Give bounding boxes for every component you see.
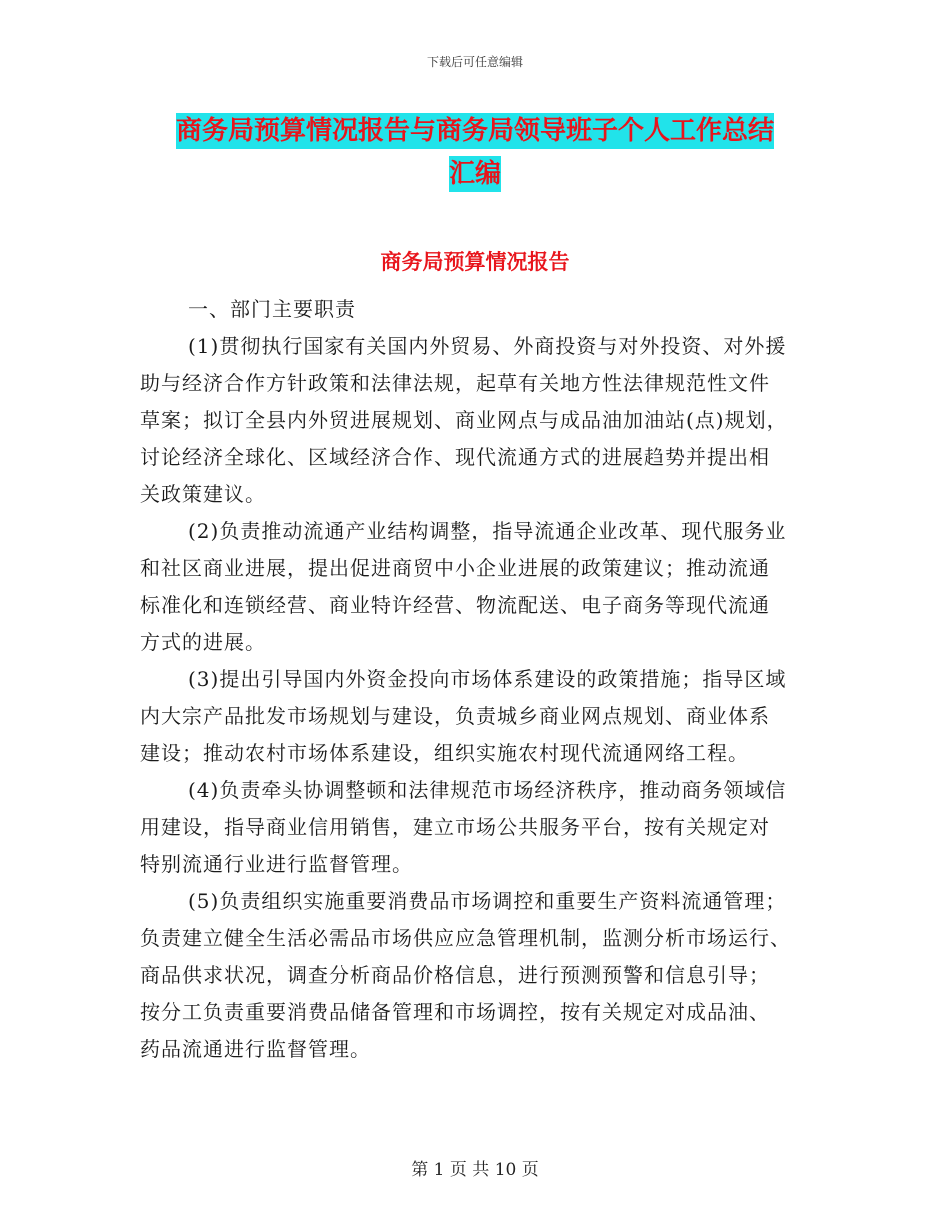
page-footer: 第 1 页 共 10 页 [411, 1160, 539, 1180]
paragraph-line: 药品流通进行监督管理。 [140, 1037, 371, 1061]
paragraph-line: 负责建立健全生活必需品市场供应应急管理机制，监测分析市场运行、 [140, 926, 791, 950]
paragraph-line: 草案；拟订全县内外贸进展规划、商业网点与成品油加油站(点)规划， [140, 408, 788, 432]
paragraph-4 [140, 772, 810, 883]
document-title-line-2: 汇编 [140, 151, 810, 198]
paragraph-line: (5)负责组织实施重要消费品市场调控和重要生产资料流通管理； [188, 889, 787, 913]
paragraph-line: 建设；推动农村市场体系建设，组织实施农村现代流通网络工程。 [140, 741, 749, 765]
paragraph-line: 内大宗产品批发市场规划与建设，负责城乡商业网点规划、商业体系 [140, 704, 770, 728]
heading-responsibilities: 一、部门主要职责 [188, 297, 356, 321]
paragraph-line: 关政策建议。 [140, 482, 266, 506]
header-note: 下载后可任意编辑 [426, 55, 523, 69]
paragraph-line: (3)提出引导国内外资金投向市场体系建设的政策措施；指导区域 [188, 667, 787, 691]
paragraph-line: 用建设，指导商业信用销售，建立市场公共服务平台，按有关规定对 [140, 815, 770, 839]
paragraph-line: 标准化和连锁经营、商业特许经营、物流配送、电子商务等现代流通 [140, 593, 770, 617]
paragraph-line: 方式的进展。 [140, 630, 266, 654]
document-title-line-1: 商务局预算情况报告与商务局领导班子个人工作总结 [140, 108, 810, 155]
paragraph-line: 助与经济合作方针政策和法律法规，起草有关地方性法律规范性文件 [140, 371, 770, 395]
paragraph-line: (2)负责推动流通产业结构调整，指导流通企业改革、现代服务业 [188, 519, 787, 543]
paragraph-5 [140, 883, 810, 1068]
paragraph-1 [140, 328, 810, 513]
paragraph-line: 和社区商业进展，提出促进商贸中小企业进展的政策建议；推动流通 [140, 556, 770, 580]
section-title: 商务局预算情况报告 [380, 250, 570, 274]
paragraph-line: 商品供求状况，调查分析商品价格信息，进行预测预警和信息引导； [140, 963, 770, 987]
paragraph-line: 特别流通行业进行监督管理。 [140, 852, 413, 876]
paragraph-2 [140, 513, 810, 661]
paragraph-line: 讨论经济全球化、区域经济合作、现代流通方式的进展趋势并提出相 [140, 445, 770, 469]
paragraph-line: (1)贯彻执行国家有关国内外贸易、外商投资与对外投资、对外援 [188, 334, 787, 358]
paragraph-line: 按分工负责重要消费品储备管理和市场调控，按有关规定对成品油、 [140, 1000, 770, 1024]
paragraph-3 [140, 661, 810, 772]
paragraph-line: (4)负责牵头协调整顿和法律规范市场经济秩序，推动商务领域信 [188, 778, 787, 802]
